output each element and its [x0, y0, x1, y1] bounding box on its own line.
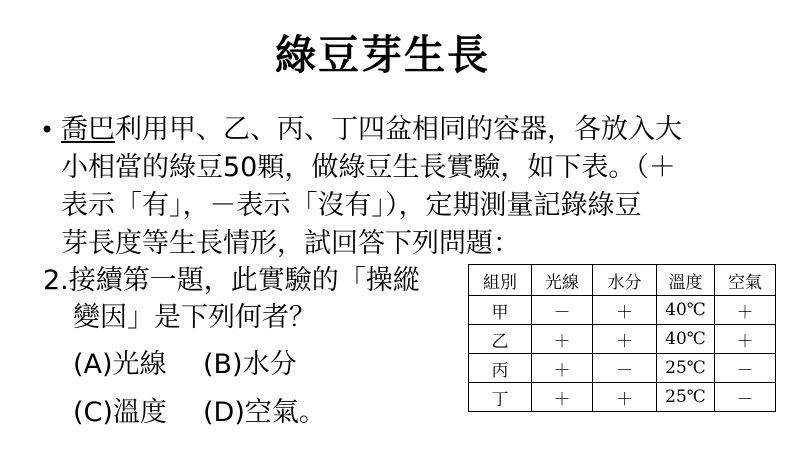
intro-line-1 — [40, 111, 765, 149]
table-cell: 40℃ — [657, 296, 715, 325]
table-cell: 25℃ — [657, 383, 715, 412]
question-line-1: 2.接續第一題，此實驗的「操縱 — [43, 265, 420, 296]
table-cell: － — [715, 383, 776, 412]
table-cell: ＋ — [532, 325, 593, 354]
intro-paragraph — [40, 111, 765, 263]
header-group: 組別 — [469, 265, 532, 296]
table-cell: 乙 — [469, 325, 532, 354]
intro-line-3: 表示「有」，－表示「沒有」），定期測量記錄綠豆 — [61, 190, 642, 221]
table-cell: ＋ — [715, 325, 776, 354]
intro-line-2: 小相當的綠豆50顆，做綠豆生長實驗，如下表。（＋ — [61, 152, 676, 183]
table-cell: ＋ — [532, 354, 593, 383]
intro-line-4: 芽長度等生長情形，試回答下列問題： — [61, 228, 520, 259]
option-b: (B)水分 — [203, 349, 297, 380]
table-row — [469, 296, 776, 325]
underlined-name: 喬巴 — [61, 114, 115, 145]
table-cell: ＋ — [715, 296, 776, 325]
intro-text-1: 利用甲、乙、丙、丁四盆相同的容器，各放入大 — [115, 114, 682, 145]
header-water: 水分 — [593, 265, 657, 296]
table-row — [469, 354, 776, 383]
table-cell: ＋ — [532, 383, 593, 412]
table-cell: ＋ — [593, 325, 657, 354]
option-row-1 — [73, 341, 333, 389]
table-cell: － — [593, 354, 657, 383]
table-cell: 25℃ — [657, 354, 715, 383]
table-row — [469, 325, 776, 354]
option-row-2 — [73, 389, 333, 437]
page-title: 綠豆芽生長 — [275, 31, 490, 79]
table-cell: 丁 — [469, 383, 532, 412]
header-air: 空氣 — [715, 265, 776, 296]
header-light: 光線 — [532, 265, 593, 296]
bullet-icon: • — [40, 116, 55, 144]
table-cell: 甲 — [469, 296, 532, 325]
table-cell: ＋ — [593, 383, 657, 412]
table-header-row — [469, 265, 776, 296]
table-cell: 丙 — [469, 354, 532, 383]
table-row — [469, 383, 776, 412]
answer-options — [73, 341, 333, 437]
table-cell: － — [715, 354, 776, 383]
option-c: (C)溫度 — [73, 397, 167, 428]
header-temperature: 溫度 — [657, 265, 715, 296]
table-cell: 40℃ — [657, 325, 715, 354]
table-cell: － — [532, 296, 593, 325]
question-text — [43, 262, 473, 336]
experiment-table — [468, 264, 776, 412]
table-cell: ＋ — [593, 296, 657, 325]
question-line-2: 變因」是下列何者？ — [73, 302, 316, 333]
option-d: (D)空氣。 — [203, 397, 326, 428]
option-a: (A)光線 — [73, 349, 167, 380]
